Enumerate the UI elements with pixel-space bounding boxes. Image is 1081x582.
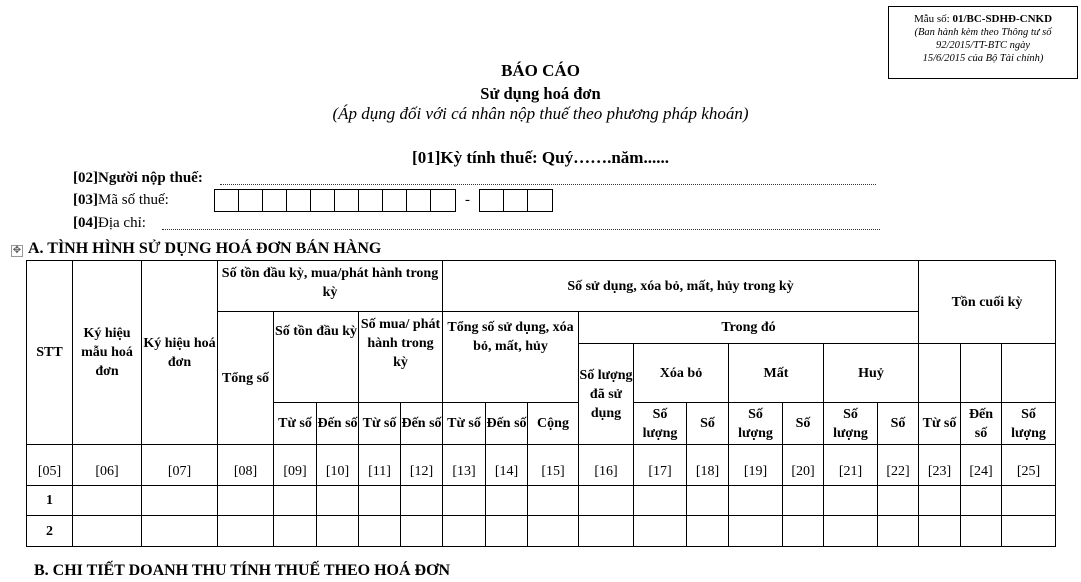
header-tu-so: Từ số — [359, 403, 401, 445]
cell[interactable] — [443, 516, 486, 547]
header-so-mua-phat-hanh: Số mua/ phát hành trong kỳ — [359, 312, 443, 403]
section-b-title: B. CHI TIẾT DOANH THU TÍNH THUẾ THEO HOÁ ĐƠN — [34, 562, 451, 579]
header-ton-cuoi-ky: Tồn cuối kỳ — [919, 261, 1056, 344]
column-ref: [05] — [27, 445, 73, 486]
cell[interactable] — [783, 486, 824, 516]
cell[interactable] — [317, 486, 359, 516]
report-applies-to: (Áp dụng đối với cá nhân nộp thuế theo phương pháp khoán) — [332, 104, 749, 123]
column-ref: [12] — [401, 445, 443, 486]
header-so: Số — [878, 403, 919, 445]
header-so-ton-dau-ky: Số tồn đầu kỳ — [274, 312, 359, 403]
cell[interactable] — [579, 516, 634, 547]
column-ref-row — [27, 445, 1056, 486]
header-cong: Cộng — [528, 403, 579, 445]
cell[interactable] — [218, 486, 274, 516]
cell[interactable] — [824, 516, 878, 547]
tax-code-digit[interactable] — [504, 190, 528, 211]
cell[interactable] — [961, 516, 1002, 547]
cell[interactable] — [919, 486, 961, 516]
cell[interactable] — [1002, 486, 1056, 516]
cell[interactable] — [142, 516, 218, 547]
header-tong-so: Tổng số — [218, 312, 274, 445]
column-ref: [07] — [142, 445, 218, 486]
cell[interactable] — [579, 486, 634, 516]
column-ref: [15] — [528, 445, 579, 486]
header-tu-so: Từ số — [443, 403, 486, 445]
header-empty — [919, 344, 961, 403]
column-ref: [08] — [218, 445, 274, 486]
cell[interactable] — [687, 516, 729, 547]
header-ky-hieu-hoa-don: Ký hiệu hoá đơn — [142, 261, 218, 445]
cell[interactable] — [274, 486, 317, 516]
tax-code-digit[interactable] — [431, 190, 455, 211]
column-ref: [09] — [274, 445, 317, 486]
form-code: 01/BC-SDHĐ-CNKD — [952, 13, 1053, 25]
column-ref: [25] — [1002, 445, 1056, 486]
address-input[interactable] — [162, 229, 880, 230]
column-ref: [24] — [961, 445, 1002, 486]
column-ref: [22] — [878, 445, 919, 486]
report-title: BÁO CÁO — [501, 61, 580, 80]
header-xoa-bo: Xóa bỏ — [634, 344, 729, 403]
cell[interactable] — [729, 486, 783, 516]
header-so-luong: Số lượng — [729, 403, 783, 445]
cell[interactable] — [73, 516, 142, 547]
cell[interactable] — [528, 516, 579, 547]
address-label-line — [73, 215, 146, 232]
column-ref: [23] — [919, 445, 961, 486]
header-so: Số — [783, 403, 824, 445]
column-ref: [19] — [729, 445, 783, 486]
tax-code-ref: [03] — [73, 192, 98, 208]
cell[interactable] — [73, 486, 142, 516]
row-stt: 2 — [27, 516, 73, 547]
header-so-luong: Số lượng — [824, 403, 878, 445]
cell[interactable] — [359, 516, 401, 547]
cell[interactable] — [443, 486, 486, 516]
header-den-so: Đến số — [486, 403, 528, 445]
form-note-line: 15/6/2015 của Bộ Tài chính) — [922, 53, 1044, 64]
cell[interactable] — [878, 486, 919, 516]
address-ref: [04] — [73, 215, 98, 231]
tax-code-separator: - — [465, 192, 470, 208]
form-code-label: Mẫu số: — [913, 13, 953, 25]
cell[interactable] — [317, 516, 359, 547]
column-ref: [21] — [824, 445, 878, 486]
header-stt: STT — [27, 261, 73, 445]
cell[interactable] — [824, 486, 878, 516]
report-subtitle: Sử dụng hoá đơn — [480, 84, 601, 103]
cell[interactable] — [401, 486, 443, 516]
cell[interactable] — [634, 516, 687, 547]
form-note-line: 92/2015/TT-BTC ngày — [935, 40, 1031, 51]
header-huy: Huỷ — [824, 344, 919, 403]
cell[interactable] — [634, 486, 687, 516]
form-note-line: (Ban hành kèm theo Thông tư số — [914, 27, 1052, 38]
tax-code-digit[interactable] — [311, 190, 335, 211]
tax-period[interactable]: [01]Kỳ tính thuế: Quý…….năm...... — [412, 148, 669, 167]
column-ref: [20] — [783, 445, 824, 486]
section-a-title: A. TÌNH HÌNH SỬ DỤNG HOÁ ĐƠN BÁN HÀNG — [28, 240, 382, 257]
header-den-so: Đến số — [401, 403, 443, 445]
tax-code-label: Mã số thuế: — [98, 192, 169, 208]
taxpayer-input[interactable] — [220, 184, 876, 185]
cell[interactable] — [274, 516, 317, 547]
table-row — [27, 516, 1056, 547]
header-so-luong: Số lượng — [1002, 403, 1056, 445]
column-ref: [16] — [579, 445, 634, 486]
taxpayer-label: [02]Người nộp thuế: — [73, 170, 203, 186]
header-so-luong-da-su-dung: Số lượng đã sử dụng — [579, 344, 634, 445]
cell[interactable] — [486, 486, 528, 516]
header-so: Số — [687, 403, 729, 445]
tax-code-digit[interactable] — [407, 190, 431, 211]
tax-code-digit[interactable] — [239, 190, 263, 211]
cell[interactable] — [878, 516, 919, 547]
tax-code-main-boxes[interactable] — [214, 189, 456, 212]
column-ref: [06] — [73, 445, 142, 486]
column-ref: [14] — [486, 445, 528, 486]
column-ref: [17] — [634, 445, 687, 486]
tax-code-label-line — [73, 192, 169, 209]
cell[interactable] — [359, 486, 401, 516]
header-empty — [1002, 344, 1056, 403]
column-ref: [13] — [443, 445, 486, 486]
header-su-dung-group: Số sử dụng, xóa bỏ, mất, hủy trong kỳ — [443, 261, 919, 312]
header-tu-so: Từ số — [919, 403, 961, 445]
header-mat: Mất — [729, 344, 824, 403]
header-den-so: Đến số — [317, 403, 359, 445]
header-so-ton-dau-ky-group: Số tồn đầu kỳ, mua/phát hành trong kỳ — [218, 261, 443, 312]
cell[interactable] — [961, 486, 1002, 516]
header-tu-so: Từ số — [274, 403, 317, 445]
cell[interactable] — [218, 516, 274, 547]
cell[interactable] — [528, 486, 579, 516]
table-move-handle-icon[interactable]: ✥ — [12, 245, 22, 256]
tax-code-digit[interactable] — [528, 190, 552, 211]
column-ref: [18] — [687, 445, 729, 486]
column-ref: [10] — [317, 445, 359, 486]
cell[interactable] — [1002, 516, 1056, 547]
tax-code-digit[interactable] — [335, 190, 359, 211]
tax-code-digit[interactable] — [263, 190, 287, 211]
table-row — [27, 486, 1056, 516]
header-so-luong: Số lượng — [634, 403, 687, 445]
header-ky-hieu-mau: Ký hiệu mẫu hoá đơn — [73, 261, 142, 445]
header-empty — [961, 344, 1002, 403]
cell[interactable] — [142, 486, 218, 516]
tax-code-digit[interactable] — [287, 190, 311, 211]
header-trong-do: Trong đó — [579, 312, 919, 344]
header-tong-su-dung: Tổng số sử dụng, xóa bỏ, mất, hủy — [443, 312, 579, 403]
cell[interactable] — [486, 516, 528, 547]
tax-code-digit[interactable] — [383, 190, 407, 211]
cell[interactable] — [401, 516, 443, 547]
tax-code-digit[interactable] — [359, 190, 383, 211]
row-stt: 1 — [27, 486, 73, 516]
cell[interactable] — [919, 516, 961, 547]
cell[interactable] — [783, 516, 824, 547]
address-label: Địa chỉ: — [98, 215, 146, 231]
tax-code-branch-boxes[interactable] — [479, 189, 553, 212]
header-den-so: Đến số — [961, 403, 1002, 445]
tax-code-digit[interactable] — [215, 190, 239, 211]
invoice-usage-table — [26, 260, 1056, 547]
column-ref: [11] — [359, 445, 401, 486]
cell[interactable] — [687, 486, 729, 516]
cell[interactable] — [729, 516, 783, 547]
tax-code-digit[interactable] — [480, 190, 504, 211]
